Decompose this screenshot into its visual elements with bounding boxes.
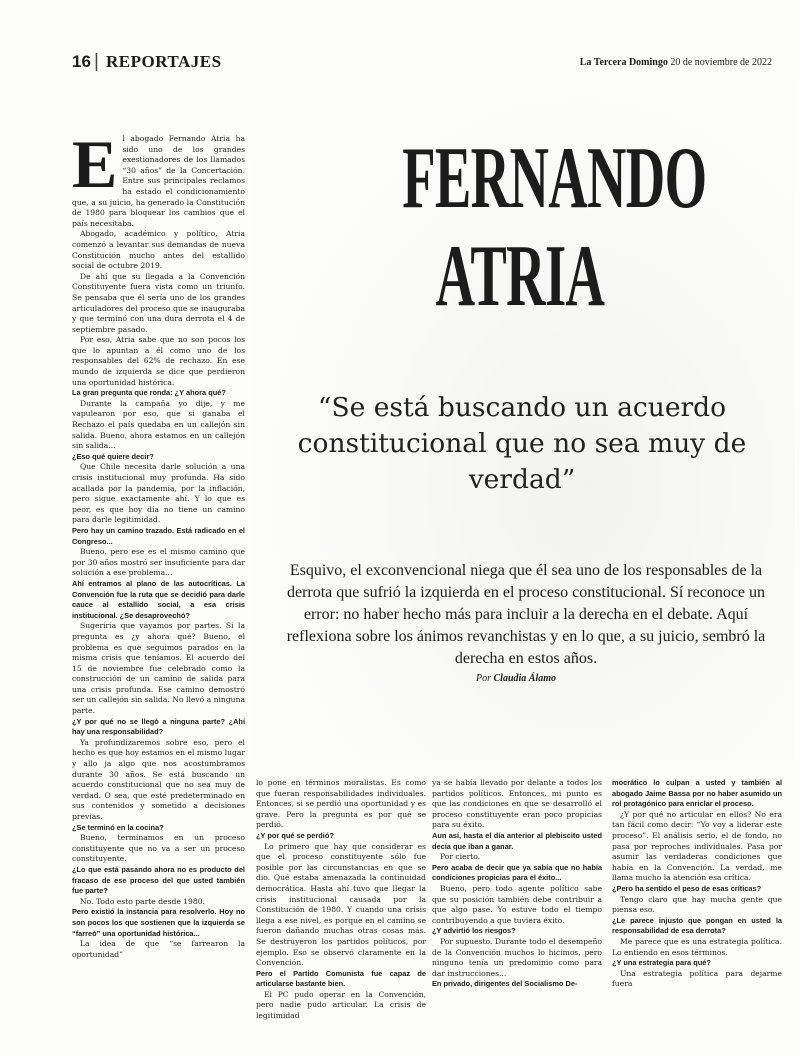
interview-question: La gran pregunta que ronda: ¿Y ahora qué? bbox=[72, 388, 226, 398]
interview-question: Ahí entramos al plano de las autocríticas. La Convención fue la ruta que se decidió para darle cauce al estallido social, a esa crisis institucional. ¿Se desaprovechó? bbox=[72, 578, 245, 620]
date-text: 20 de noviembre de 2022 bbox=[670, 57, 772, 68]
article-paragraph: Bueno, terminamos en un proceso constituyente que no va a ser un proceso constituyente. bbox=[72, 833, 245, 864]
article-paragraph: Sugeriría que vayamos por partes. Si la pregunta es ¿y ahora qué? Bueno, el problema es que seguimos parados en la misma crisis que teníamos. El acuerdo del 15 de noviembre fue celebrado como la construcción de un camino de salida para una crisis profunda. Ese camino demostró ser un callejón sin salida. No llevó a ninguna parte. bbox=[72, 621, 245, 716]
interview-question: ¿Eso qué quiere decir? bbox=[72, 451, 154, 461]
interview-question: Pero existió la instancia para resolverlo. Hoy no son pocos los que sostienen que la izquierda se “farreó” una oportunidad histórica... bbox=[72, 907, 245, 938]
article-paragraph: Ya profundizaremos sobre eso, pero el hecho es que hoy estamos en el mismo lugar y allo ja algo que nos acostumbramos durante 30 años. Se está buscando un acuerdo constitucional que no sea muy de verdad. O sea, que esté predeterminado en sus contenidos y sometido a decisiones previas. bbox=[72, 737, 245, 821]
article-paragraph: ya se había llevado por delante a todos los partidos políticos. Entonces, mi punto es que las condiciones en que se desarrolló el proceso constituyente eran poco propicias para su éxito. bbox=[432, 778, 602, 830]
interview-question: ¿Y por qué no se llegó a ninguna parte? ¿Ahí hay una responsabilidad? bbox=[72, 716, 245, 737]
byline-prefix: Por bbox=[476, 673, 491, 684]
article-paragraph: De ahí que su llegada a la Convención Constituyente fuera vista como un triunfo. Se pensaba que él sería uno de los grandes articuladores del proceso que se inauguraba y que terminó con una dura derrota el 4 de septiembre pasado. bbox=[72, 271, 245, 334]
interview-question: ¿Pero ha sentido el peso de esas críticas? bbox=[612, 883, 762, 893]
header-separator: | bbox=[94, 51, 99, 72]
article-column-4 bbox=[612, 778, 782, 1040]
article-paragraph: Por cierto. bbox=[440, 852, 481, 862]
article-paragraph: Por eso, Atria sabe que no son pocos los que lo apuntan a él como uno de los responsables del 62% de rechazo. En ese mundo de izquierda se dice que perdieron una oportunidad histórica. bbox=[72, 335, 245, 387]
interview-question: mocrático lo culpan a usted y también al abogado Jaime Bassa por no haber asumido un rol protagónico para enriclar el proceso. bbox=[612, 778, 782, 809]
interview-question: En privado, dirigentes del Socialismo De- bbox=[432, 979, 578, 989]
section-title: REPORTAJES bbox=[106, 52, 222, 71]
publication-date bbox=[580, 57, 772, 68]
article-deck: Esquivo, el exconvencional niega que él sea uno de los responsables de la derrota que sufrió la izquierda en el proceso constitucional. Sí reconoce un error: no haber hecho más para incluir a la derecha en el debate. Aquí reflexiona sobre los ánimos revanchistas y en lo que, a su juicio, sembró la derecha en estos años. bbox=[286, 562, 766, 667]
article-paragraph: Durante la campaña yo dije, y me vapulearon por eso, que si ganaba el Rechazo el país quedaba en un callejón sin salida. Bueno, ahora estamos en un callejón sin salida... bbox=[72, 398, 245, 451]
article-paragraph: l abogado Fernando Atria ha sido uno de los grandes exestionadores de los llamados “30 años” de la Concertación. Entre sus principales reclamos ha estado el condicionamiento que, a su juicio, ha generado la Constitución de 1980 para bloquear los cambios que el país necesitaba. bbox=[72, 134, 245, 228]
article-column-1 bbox=[72, 134, 245, 1039]
article-paragraph: Lo primero que hay que considerar es que el proceso constituyente sólo fue posible por las circunstancias en que se dio. Qué estaba amenazada la continuidad democrática. Hasta ahí tuvo que llegar la crisis institucional causada por la Constitución de 1980. Y cuando una crisis llega a ese nivel, es porque en el camino se fueron dañando muchas otras cosas más. Se destruyeron los partidos políticos, por ejemplo. Eso se observó claramente en la Convención. bbox=[256, 841, 426, 968]
interview-question: ¿Y advirtió los riesgos? bbox=[432, 926, 516, 936]
article-paragraph: Tengo claro que hay mucha gente que piensa eso. bbox=[612, 894, 782, 915]
page-number: 16 bbox=[72, 52, 91, 71]
headline-line-2: ATRIA bbox=[435, 228, 605, 325]
interview-question: Pero acaba de decir que ya sabía que no había condiciones propicias para el éxito... bbox=[432, 862, 602, 883]
article-paragraph: Abogado, académico y político, Atria comenzó a levantar sus demandas de nueva Constitución mucho antes del estallido social de octubre 2019. bbox=[72, 229, 245, 271]
byline bbox=[476, 673, 556, 684]
article-paragraph: Una estrategia política para dejarme fuera bbox=[612, 968, 782, 989]
interview-question: Pero hay un camino trazado. Está radicado en el Congreso... bbox=[72, 525, 245, 546]
pull-quote: “Se está buscando un acuerdo constitucional que no sea muy de verdad” bbox=[297, 392, 747, 495]
interview-question: ¿Lo que está pasando ahora no es producto del fracaso de ese proceso del que usted también fue parte? bbox=[72, 864, 245, 896]
article-paragraph: La idea de que “se farrearon la oportunidad” bbox=[72, 939, 245, 959]
headline bbox=[402, 130, 707, 326]
article-paragraph: No. Todo esto parte desde 1980. bbox=[80, 896, 205, 906]
article-column-2 bbox=[256, 778, 426, 1040]
article-paragraph: lo pone en términos moralistas. Es como que fueran responsabilidades individuales. Entonces, si se perdió una oportunidad y es grave. Pero la pregunta es por qué se perdió. bbox=[256, 778, 426, 830]
article-paragraph: Que Chile necesita darle solución a una crisis institucional muy profunda. Ha sido acallada por la pandemia, por la inflación, pero sigue exactamente ahí. Y lo que es peor, es que hoy día no tiene un camino para darle legitimidad. bbox=[72, 462, 245, 525]
article-paragraph: Bueno, pero ese es el mismo camino que por 30 años mostró ser insuficiente para dar solución a ese problema... bbox=[72, 547, 245, 578]
interview-question: Pero el Partido Comunista fue capaz de articularse bastante bien. bbox=[256, 968, 426, 989]
headline-line-1: FERNANDO bbox=[402, 130, 707, 227]
article-paragraph: El PC pudo operar en la Convención, pero nadie pudo articular. La crisis de legitimidad bbox=[256, 989, 426, 1021]
publication-name: La Tercera Domingo bbox=[579, 57, 668, 68]
interview-question: ¿Se terminó en la cocina? bbox=[72, 822, 164, 832]
article-paragraph: Por supuesto. Durante todo el desempeño de la Convención muchos lo hicimos, pero ninguno tenía un predominio como para dar instrucciones... bbox=[432, 936, 602, 978]
drop-cap: E bbox=[72, 134, 118, 202]
interview-question: ¿Y por qué se perdió? bbox=[256, 830, 334, 840]
article-paragraph: ¿Y por qué no articular en ellos? No era tan fácil como decir: “Yo voy a liderar este proceso”. El análisis serio, el de fondo, no pasa por reproches individuales. Pasa por asumir las verdaderas condiciones que había en la Convención. La verdad, me llama mucho la atención esa crítica. bbox=[612, 809, 782, 883]
article-paragraph: Me parece que es una estrategia política. Lo entiendo en esos términos. bbox=[612, 936, 782, 957]
article-column-3 bbox=[432, 778, 602, 1040]
byline-author: Claudia Álamo bbox=[493, 673, 557, 684]
page-header bbox=[72, 52, 772, 74]
interview-question: ¿Le parece injusto que pongan en usted la responsabilidad de esa derrota? bbox=[612, 915, 782, 936]
article-paragraph: Bueno, pero todo agente político sabe que su posición también debe contribuir a que algo pase. Yo estuve todo el tiempo contribuyendo a que tuviera éxito. bbox=[432, 883, 602, 925]
interview-question: Aun así, hasta el día anterior al plebiscito usted decía que iban a ganar. bbox=[432, 830, 602, 851]
interview-question: ¿Y una estrategia para qué? bbox=[612, 958, 711, 968]
